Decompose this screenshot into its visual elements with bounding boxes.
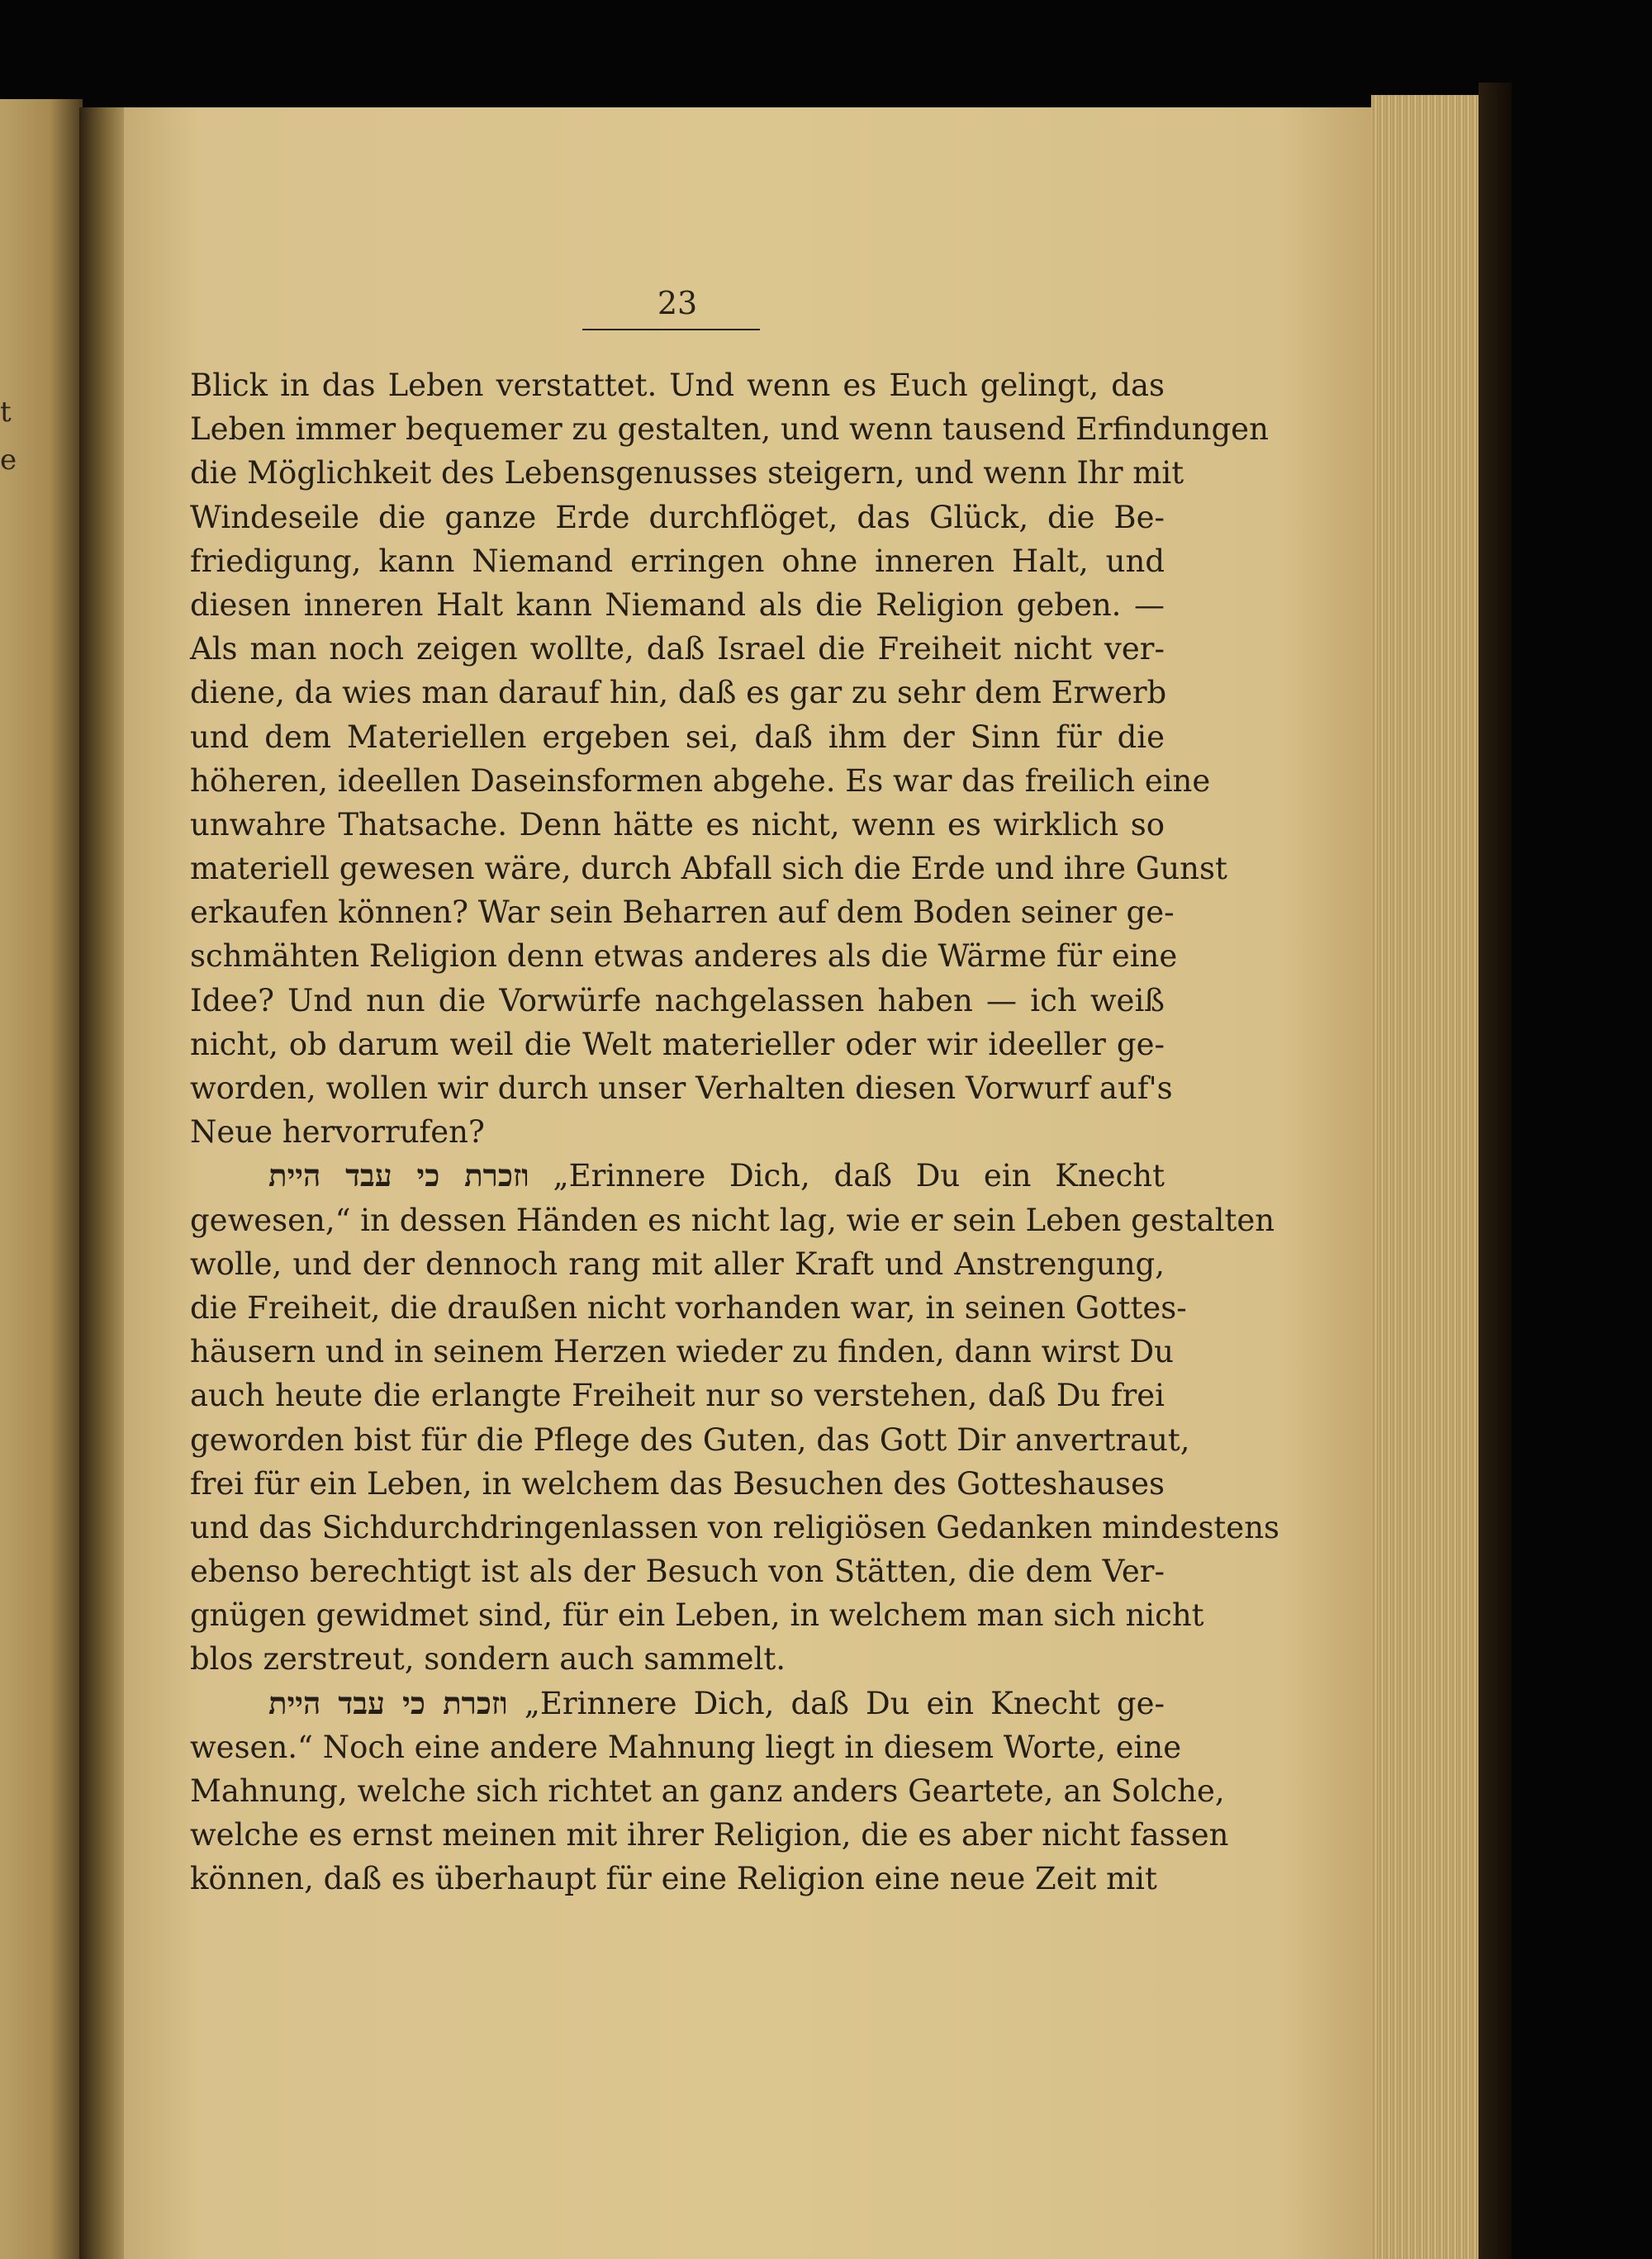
text-line: [190, 1593, 1204, 1637]
text-line: [190, 1374, 1165, 1417]
text-line: [190, 671, 1165, 714]
text-line: [190, 1725, 1182, 1769]
text-line: [190, 1154, 1165, 1198]
book-gutter: [79, 107, 129, 2259]
text-line: [190, 1286, 1187, 1330]
book-cover-edge: [1479, 83, 1512, 2259]
line-text: wesen.“ Noch eine andere Mahnung liegt in diesem Worte, eine: [190, 1729, 1182, 1765]
text-line: [190, 1769, 1225, 1813]
line-text: Mahnung, welche sich richtet an ganz anders Geartete, an Solche,: [190, 1773, 1225, 1809]
text-line: [190, 847, 1227, 890]
text-line: [190, 715, 1165, 759]
text-line: [190, 451, 1184, 495]
left-page-mark: t: [0, 396, 12, 429]
text-line: [190, 363, 1165, 407]
text-line: [190, 583, 1165, 627]
line-text: friedigung, kann Niemand erringen ohne inneren Halt, und: [190, 543, 1165, 579]
line-text: blos zerstreut, sondern auch sammelt.: [190, 1641, 786, 1678]
line-text: Idee? Und nun die Vorwürfe nachgelassen haben — ich weiß: [190, 982, 1165, 1018]
line-text: gewesen,“ in dessen Händen es nicht lag, wie er sein Leben gestalten: [190, 1202, 1275, 1238]
text-line: [190, 890, 1175, 934]
text-line: [190, 803, 1165, 847]
text-line: [190, 1550, 1165, 1593]
line-text: und dem Materiellen ergeben sei, daß ihm der Sinn für die: [190, 719, 1165, 755]
text-line: [190, 1462, 1165, 1506]
line-text: „Erinnere Dich, daß Du ein Knecht: [553, 1158, 1165, 1194]
line-text: die Freiheit, die draußen nicht vorhanden war, in seinen Gottes-: [190, 1289, 1187, 1326]
line-text: materiell gewesen wäre, durch Abfall sich die Erde und ihre Gunst: [190, 851, 1227, 887]
line-text: wolle, und der dennoch rang mit aller Kraft und Anstrengung,: [190, 1246, 1165, 1282]
hebrew-quote: וזכרת כי עבד היית: [268, 1157, 529, 1194]
text-line: [190, 539, 1165, 583]
line-text: Windeseile die ganze Erde durchflöget, das Glück, die Be-: [190, 499, 1165, 535]
line-text: gnügen gewidmet sind, für ein Leben, in welchem man sich nicht: [190, 1597, 1204, 1634]
line-text: erkaufen können? War sein Beharren auf dem Boden seiner ge-: [190, 895, 1175, 931]
line-text: worden, wollen wir durch unser Verhalten diesen Vorwurf auf's: [190, 1070, 1173, 1106]
text-line: [190, 979, 1165, 1023]
line-text: diene, da wies man darauf hin, daß es gar zu sehr dem Erwerb: [190, 675, 1167, 711]
line-text: geworden bist für die Pflege des Guten, das Gott Dir anvertraut,: [190, 1421, 1190, 1458]
line-text: die Möglichkeit des Lebensgenusses steigern, und wenn Ihr mit: [190, 455, 1184, 491]
line-text: Leben immer bequemer zu gestalten, und wenn tausend Erfindungen: [190, 411, 1269, 448]
line-text: können, daß es überhaupt für eine Religion eine neue Zeit mit: [190, 1861, 1157, 1897]
body-text: [190, 363, 1280, 1901]
line-text: und das Sichdurchdringenlassen von religiösen Gedanken mindestens: [190, 1509, 1280, 1545]
text-line: [190, 407, 1269, 451]
line-text: schmähten Religion denn etwas anderes als die Wärme für eine: [190, 938, 1178, 975]
text-line: [190, 1682, 1165, 1725]
line-text: frei für ein Leben, in welchem das Besuchen des Gotteshauses: [190, 1465, 1165, 1502]
text-line: [190, 759, 1211, 803]
line-text: Als man noch zeigen wollte, daß Israel die Freiheit nicht ver-: [190, 631, 1165, 667]
header-rule: [582, 329, 760, 330]
text-line: [190, 1242, 1165, 1286]
text-line: [190, 1857, 1165, 1901]
line-text: „Erinnere Dich, daß Du ein Knecht ge-: [524, 1685, 1165, 1721]
line-text: ebenso berechtigt ist als der Besuch von Stätten, die dem Ver-: [190, 1554, 1165, 1590]
text-line: [190, 1110, 1165, 1154]
hebrew-quote: וזכרת כי עבד היית: [268, 1684, 508, 1721]
text-line: [190, 1418, 1190, 1462]
text-line: [190, 627, 1165, 671]
text-line: [190, 1023, 1165, 1066]
line-text: unwahre Thatsache. Denn hätte es nicht, wenn es wirklich so: [190, 806, 1165, 842]
page-number: 23: [657, 285, 698, 321]
line-text: diesen inneren Halt kann Niemand als die Religion geben. —: [190, 586, 1165, 623]
left-page-mark: e: [0, 444, 17, 477]
line-text: auch heute die erlangte Freiheit nur so verstehen, daß Du frei: [190, 1378, 1165, 1414]
page-block-edges: [1371, 95, 1492, 2259]
line-text: Neue hervorrufen?: [190, 1114, 485, 1151]
text-line: [190, 1506, 1280, 1550]
text-line: [190, 1637, 1165, 1681]
text-line: [190, 1066, 1173, 1110]
text-line: [190, 1330, 1174, 1374]
text-line: [190, 496, 1165, 539]
line-text: höheren, ideellen Daseinsformen abgehe. Es war das freilich eine: [190, 762, 1211, 799]
text-line: [190, 1198, 1275, 1242]
paragraph: [190, 1154, 1280, 1681]
left-page-marks: [0, 388, 17, 484]
line-text: nicht, ob darum weil die Welt materieller oder wir ideeller ge-: [190, 1026, 1165, 1062]
line-text: häusern und in seinem Herzen wieder zu finden, dann wirst Du: [190, 1334, 1174, 1370]
text-line: [190, 934, 1178, 978]
paragraph: [190, 363, 1269, 1154]
text-line: [190, 1813, 1229, 1857]
line-text: welche es ernst meinen mit ihrer Religion, die es aber nicht fassen: [190, 1817, 1229, 1853]
paragraph: [190, 1682, 1229, 1901]
line-text: Blick in das Leben verstattet. Und wenn es Euch gelingt, das: [190, 368, 1165, 403]
